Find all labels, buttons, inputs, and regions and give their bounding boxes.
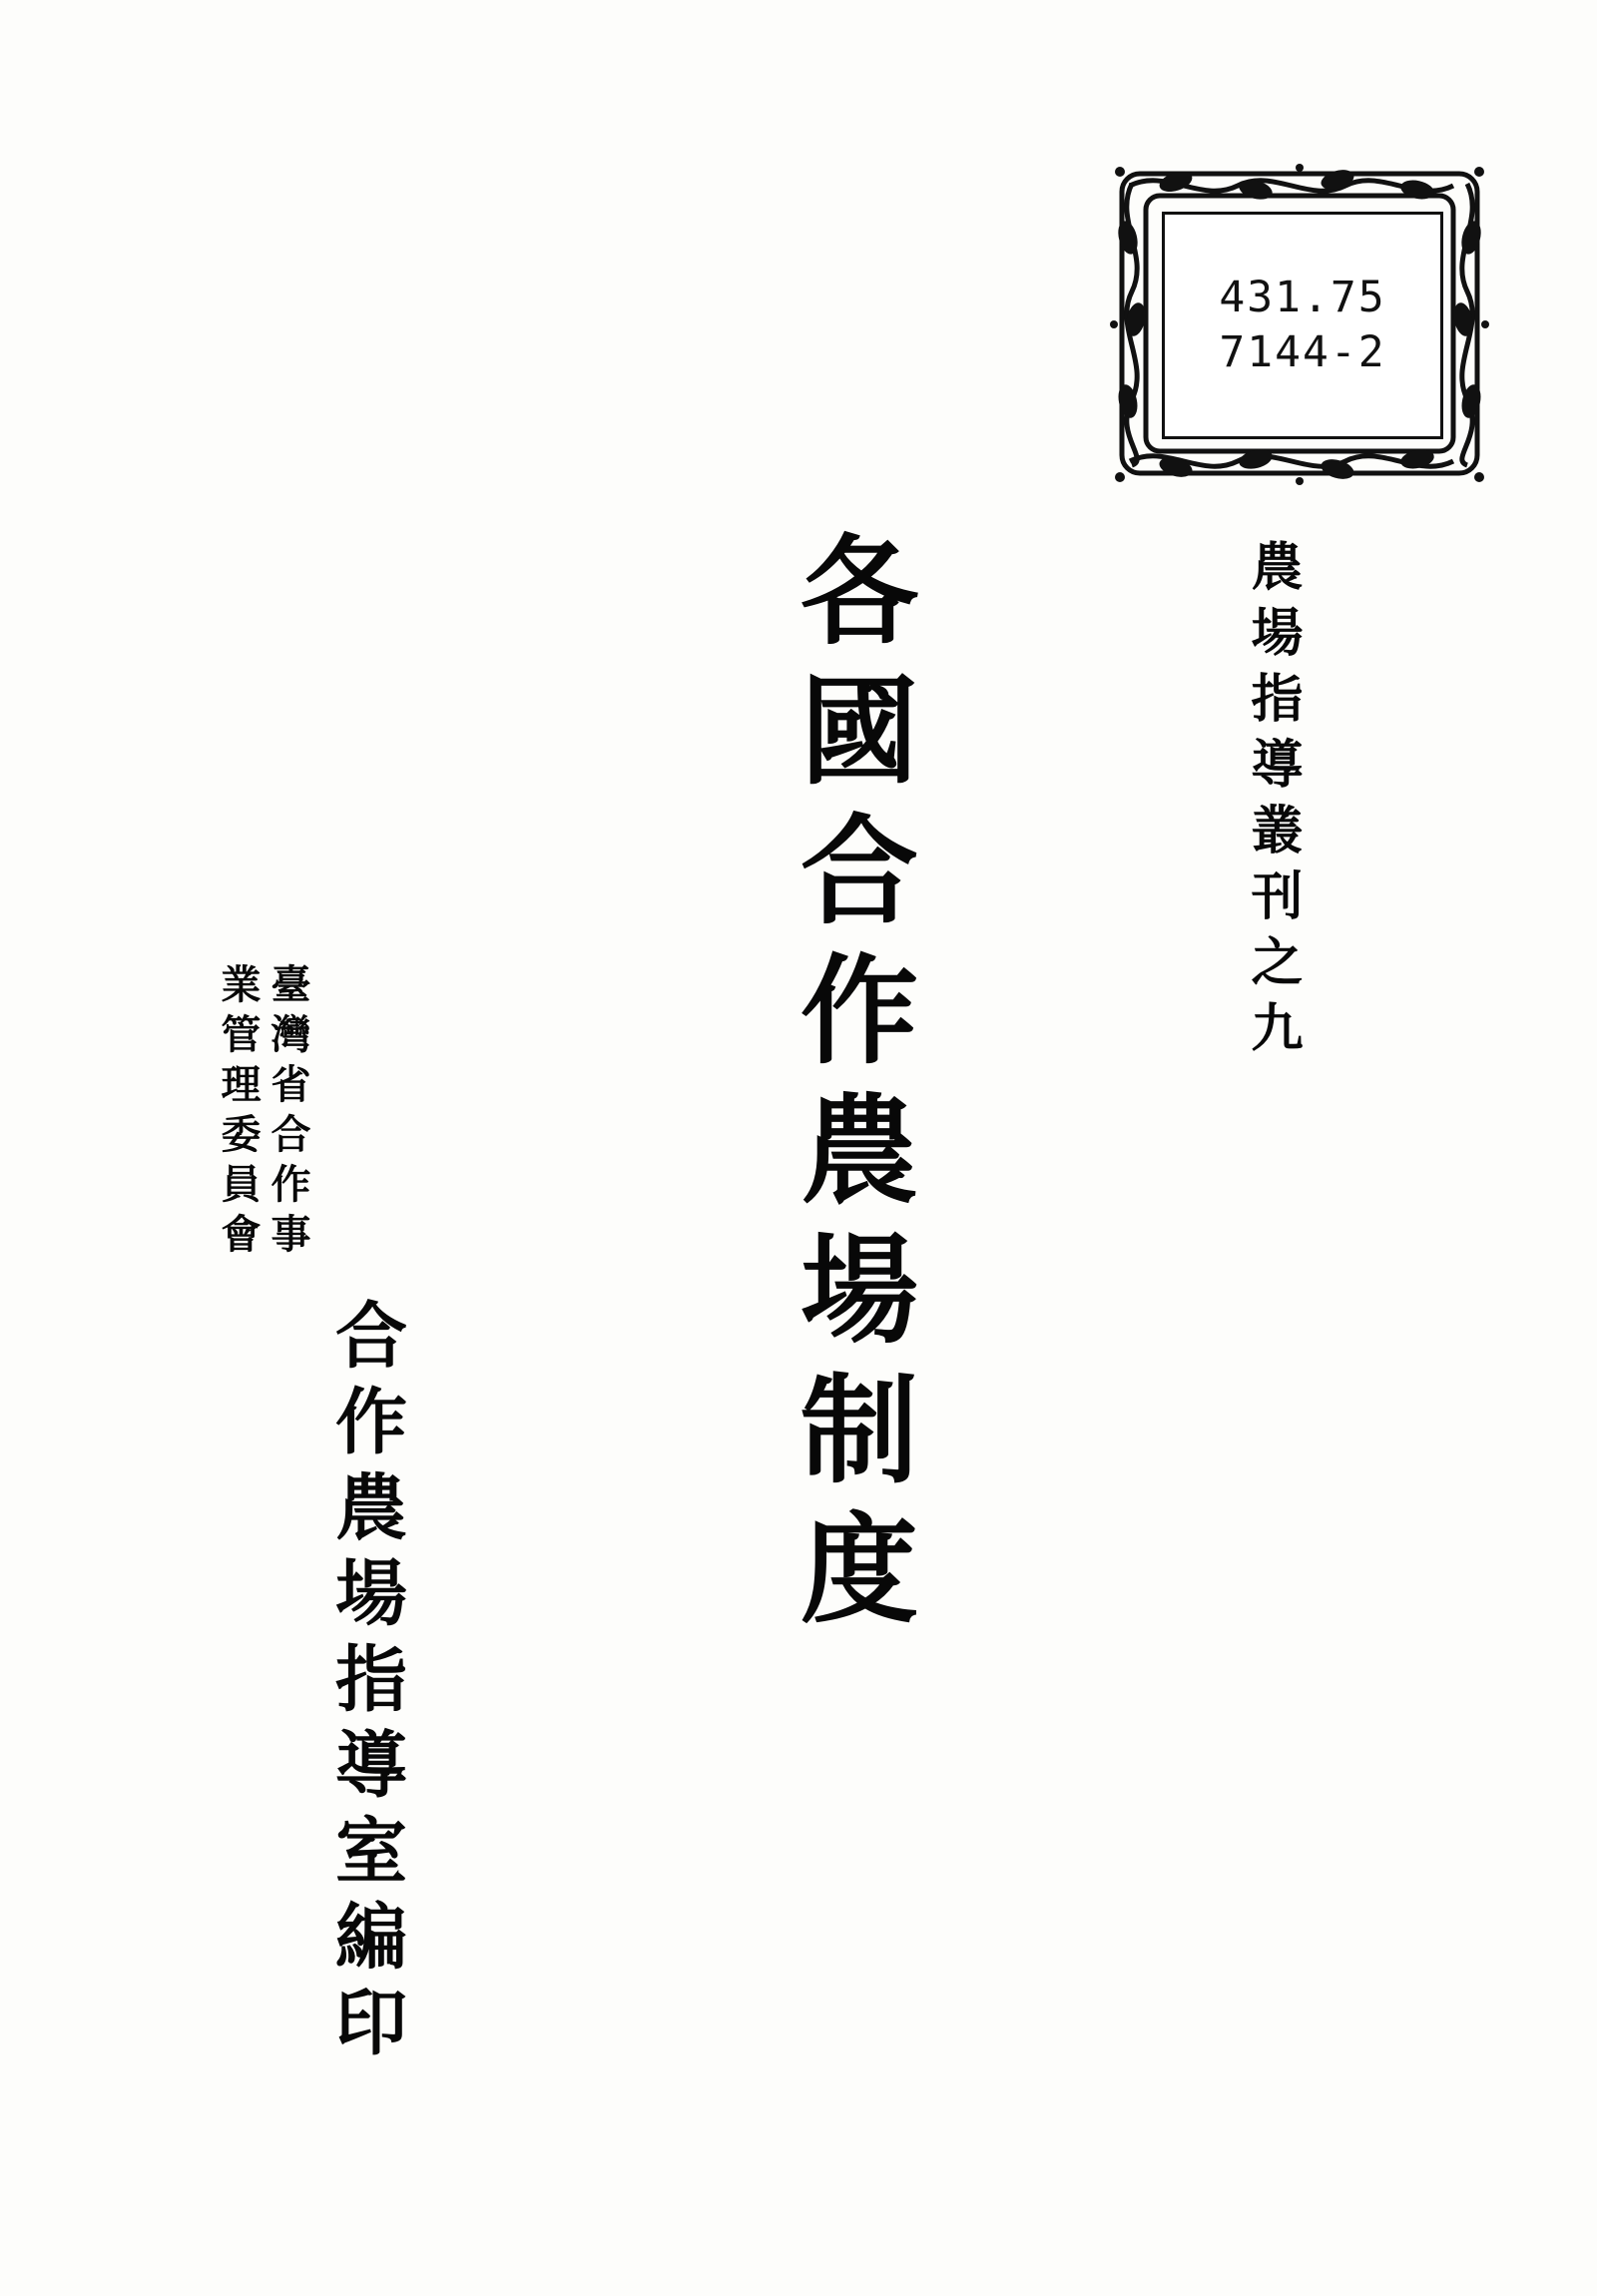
publisher-org-line-2: 業管理委員會 [215,963,262,1263]
call-number-box [1162,212,1443,439]
publisher-org-line-1: 臺灣省合作事 [265,963,311,1263]
page-title: 各國合作農場制度 [781,529,919,1647]
series-statement: 農場指導叢刊之九 [1242,539,1303,1066]
call-number-line-2: 7144-2 [1219,327,1386,377]
call-number-line-1: 431.75 [1219,272,1386,322]
call-number-stamp [1106,160,1493,489]
publisher-imprint: 合作農場指導室編印 [323,1298,408,2070]
